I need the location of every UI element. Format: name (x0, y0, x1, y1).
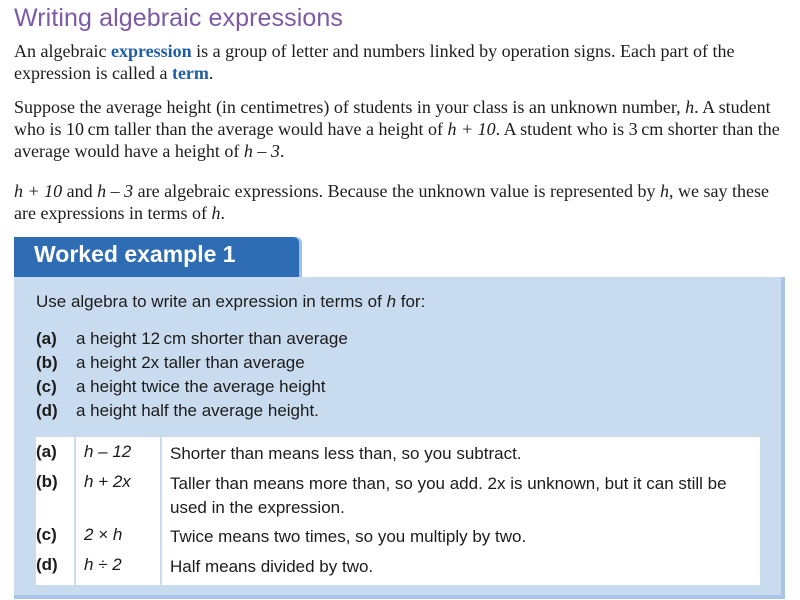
question-part (36, 351, 348, 375)
answer-explanation: Shorter than means less than, so you subtract. (170, 444, 522, 463)
part-text: a height half the average height. (76, 401, 319, 420)
expression: h + 10 (447, 119, 496, 139)
answer-label: (a) (36, 442, 57, 461)
answer-label: (d) (36, 555, 58, 574)
text: are algebraic expressions. Because the unknown value is represented by (133, 181, 660, 201)
part-label: (b) (36, 353, 58, 372)
answer-expression: h + 2x (84, 472, 131, 491)
question-part (36, 327, 348, 351)
question-part (36, 375, 348, 399)
question-parts-list (36, 327, 348, 423)
text: is a group of letter and numbers linked by operation signs. Each part of the expression is called a (14, 41, 735, 83)
section-heading: Writing algebraic expressions (14, 4, 343, 32)
answers-table (36, 437, 760, 585)
column-divider (160, 437, 162, 585)
part-text: a height twice the average height (76, 377, 326, 396)
variable: h (386, 292, 397, 311)
part-label: (a) (36, 329, 57, 348)
question-part (36, 399, 348, 423)
text: and (62, 181, 98, 201)
answer-expression: 2 × h (84, 525, 123, 544)
text: for: (396, 292, 426, 311)
text: . (208, 63, 214, 83)
intro-paragraph-3 (14, 180, 794, 224)
variable: h (659, 181, 669, 201)
expression: h + 10 (14, 181, 63, 201)
answer-expression: h – 12 (84, 442, 132, 461)
text: . A student who is 3 cm shorter than the average would have a height of (14, 119, 780, 161)
text: . A student who is 10 cm taller than the average would have a height of (14, 97, 771, 139)
text: Suppose the average height (in centimetres) of students in your class is an unknown number, (14, 97, 686, 117)
answer-explanation: Half means divided by two. (170, 557, 374, 576)
keyword-expression: expression (110, 41, 192, 61)
worked-example-title: Worked example 1 (34, 241, 236, 267)
text: . (279, 141, 285, 161)
column-divider (74, 437, 76, 585)
intro-paragraph-2 (14, 96, 794, 162)
answer-expression: h ÷ 2 (84, 555, 122, 574)
expression: h – 3 (97, 181, 134, 201)
text: An algebraic (14, 41, 111, 61)
answer-label: (b) (36, 472, 58, 491)
expression: h – 3 (243, 141, 280, 161)
keyword-term: term (171, 63, 209, 83)
variable: h (211, 203, 221, 223)
answer-explanation: Twice means two times, so you multiply by two. (170, 527, 527, 546)
part-label: (d) (36, 401, 58, 420)
intro-paragraph-1 (14, 40, 794, 84)
worked-example-instruction (36, 292, 425, 312)
text: Use algebra to write an expression in terms of (36, 292, 387, 311)
text: , we say these are expressions in terms of (14, 181, 769, 223)
part-label: (c) (36, 377, 57, 396)
answer-label: (c) (36, 525, 57, 544)
part-text: a height 12 cm shorter than average (76, 329, 348, 348)
part-text: a height 2x taller than average (76, 353, 305, 372)
variable: h (685, 97, 695, 117)
answer-explanation: Taller than means more than, so you add. 2x is unknown, but it can still be used in the expression. (170, 474, 727, 517)
text: . (220, 203, 225, 223)
